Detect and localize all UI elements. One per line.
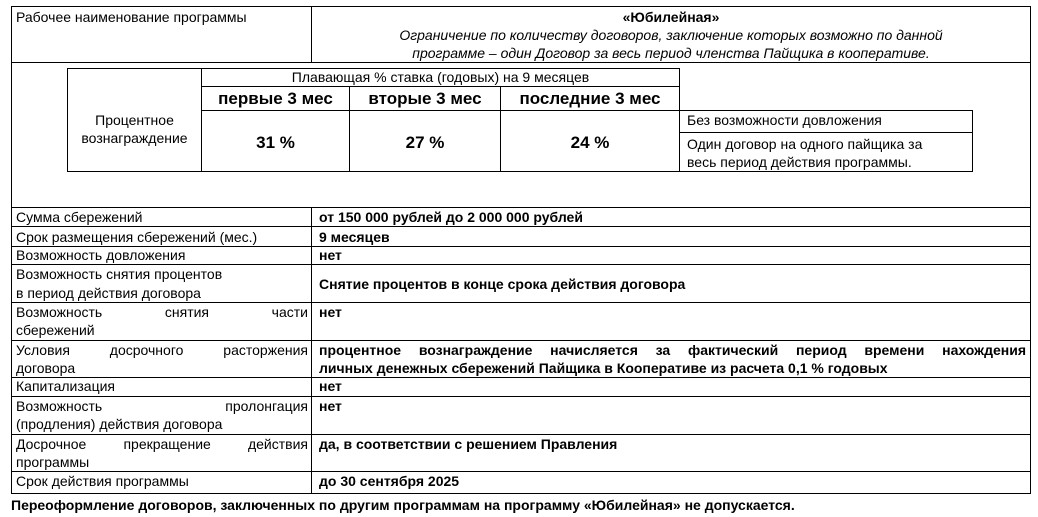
rate-table-side-mid xyxy=(680,132,973,133)
row-line-3 xyxy=(11,264,1031,265)
rate-table-right xyxy=(972,110,973,172)
row-label-line2: договора xyxy=(16,360,76,376)
table-border-left xyxy=(11,6,12,494)
row-label-line1: Досрочное прекращение действия xyxy=(16,436,308,452)
row-line-5 xyxy=(11,340,1031,341)
rows-column-divider xyxy=(311,207,312,494)
rate-row-label-line1: Процентное xyxy=(95,112,174,128)
rate-table-header-line xyxy=(201,86,680,87)
row-label-line2: сбережений xyxy=(16,322,95,338)
rate-value-3: 24 % xyxy=(570,133,610,152)
rate-value-2: 27 % xyxy=(405,133,445,152)
row-line-4 xyxy=(11,302,1031,303)
table-border-right xyxy=(1030,6,1031,494)
period-label-2: вторые 3 мес xyxy=(368,89,482,108)
rows-top xyxy=(11,207,1031,208)
period-label-1: первые 3 мес xyxy=(218,89,333,108)
row-line-6 xyxy=(11,377,1031,378)
period-label-3: последние 3 мес xyxy=(519,89,661,108)
row-label-line2: в период действия договора xyxy=(16,285,201,301)
program-name-label: Рабочее наименование программы xyxy=(16,9,247,25)
side-note-one-contract-line2: весь период действия программы. xyxy=(687,154,912,170)
row-value: до 30 сентября 2025 xyxy=(319,473,460,489)
rate-value-1: 31 % xyxy=(256,133,295,152)
rows-bottom xyxy=(11,493,1031,494)
rate-table-bottom xyxy=(67,171,973,172)
row-label: Капитализация xyxy=(16,378,115,394)
row-value-line1: процентное вознаграждение начисляется за фактический период времени нахождения xyxy=(319,342,1026,358)
row-label-line1: Условия досрочного расторжения xyxy=(16,342,308,358)
row-label-line2: программы xyxy=(16,454,90,470)
row-line-8 xyxy=(11,434,1031,435)
rate-row-label-line2: вознаграждение xyxy=(81,130,188,146)
row-line-7 xyxy=(11,396,1031,397)
side-note-no-topup: Без возможности довложения xyxy=(687,112,882,128)
row-value: нет xyxy=(319,378,342,394)
row-label: Возможность довложения xyxy=(16,247,186,263)
row-value-line2: личных денежных сбережений Пайщика в Кооперативе из расчета 0,1 % годовых xyxy=(319,360,888,376)
row-value: Снятие процентов в конце срока действия договора xyxy=(319,276,686,292)
row-value: нет xyxy=(319,398,342,414)
row-value: 9 месяцев xyxy=(319,229,390,245)
row-label-line1: Возможность снятия процентов xyxy=(16,266,223,282)
row-label-line1: Возможность пролонгация xyxy=(16,398,308,414)
row-label-line1: Возможность снятия части xyxy=(16,304,308,320)
row-line-9 xyxy=(11,471,1031,472)
row-value: нет xyxy=(319,304,342,320)
row-label-line2: (продления) действия договора xyxy=(16,416,223,432)
header-divider xyxy=(11,62,1031,63)
program-note-line1: Ограничение по количеству договоров, заключение которых возможно по данной xyxy=(399,27,943,43)
rate-table-period-line xyxy=(201,110,973,111)
row-value: нет xyxy=(319,247,342,263)
rate-table-col4 xyxy=(679,68,680,172)
row-value: да, в соответствии с решением Правления xyxy=(319,436,618,452)
program-name: «Юбилейная» xyxy=(622,9,720,25)
row-line-1 xyxy=(11,226,1031,227)
program-note-line2: программе – один Договор за весь период членства Пайщика в кооперативе. xyxy=(412,45,930,61)
row-label: Сумма сбережений xyxy=(16,209,143,225)
row-label: Срок размещения сбережений (мес.) xyxy=(16,229,258,245)
rate-table-title: Плавающая % ставка (годовых) на 9 месяцев xyxy=(291,69,590,85)
table-border-top xyxy=(11,6,1031,7)
row-label: Срок действия программы xyxy=(16,473,189,489)
footer-note: Переоформление договоров, заключенных по другим программам на программу «Юбилейная» не допускается. xyxy=(11,497,795,513)
side-note-one-contract-line1: Один договор на одного пайщика за xyxy=(687,136,923,152)
row-value: от 150 000 рублей до 2 000 000 рублей xyxy=(319,209,583,225)
